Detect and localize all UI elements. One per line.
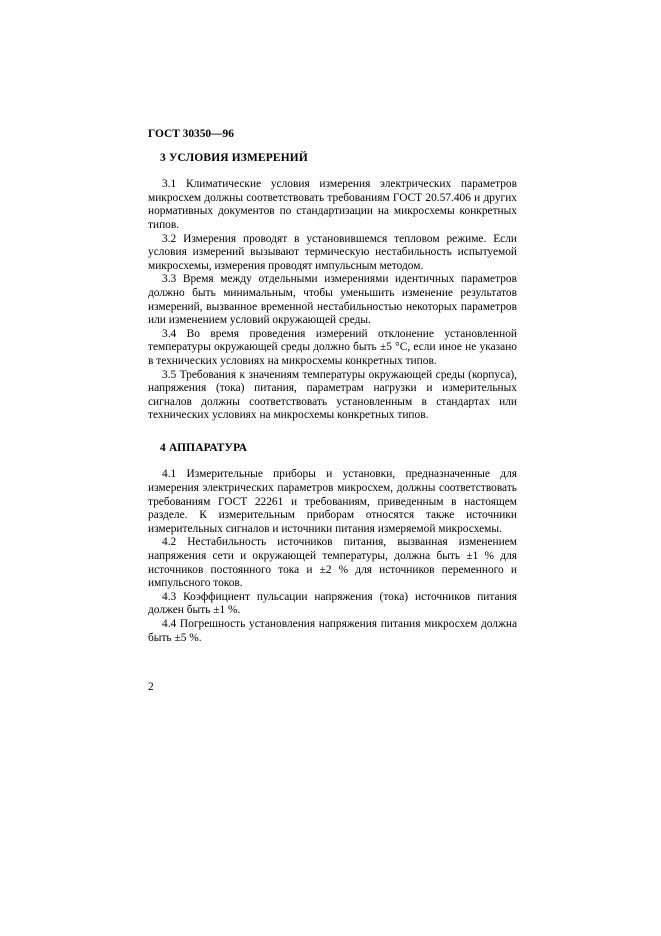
paragraph-3-4: 3.4 Во время проведения измерений отклонение установленной температуры окружающей среды должно быть ±5 °С, если иное не указано в технических условиях на микросхемы конкретных типов. xyxy=(148,327,517,367)
paragraph-3-1: 3.1 Климатические условия измерения электрических параметров микросхем должны соответствовать требованиям ГОСТ 20.57.406 и других нормативных документов по стандартизации на микросхемы конкретных типов. xyxy=(148,178,517,231)
paragraph-3-3: 3.3 Время между отдельными измерениями идентичных параметров должно быть минимальным, чтобы уменьшить изменение результатов измерений, вызванное временной нестабильностью некоторых параметров или изменением условий окружающей среды. xyxy=(148,273,517,327)
document-header: ГОСТ 30350—96 xyxy=(148,128,234,140)
paragraph-4-1: 4.1 Измерительные приборы и установки, предназначенные для измерения электрических параметров микросхем, должны соответствовать требованиям ГОСТ 22261 и требованиям, приведенным в настоящем разделе. К измерительным приборам относятся также источники измерительных сигналов и источники питания измеряемой микросхемы. xyxy=(148,468,517,535)
paragraph-4-4: 4.4 Погрешность установления напряжения питания микросхем должна быть ±5 %. xyxy=(148,618,517,644)
document-page xyxy=(148,128,517,645)
paragraph-4-3: 4.3 Коэффициент пульсации напряжения (тока) источников питания должен быть ±1 %. xyxy=(148,590,517,617)
paragraph-3-5: 3.5 Требования к значениям температуры окружающей среды (корпуса), напряжения (тока) питания, параметрам нагрузки и измерительных сигналов должны соответствовать установленным в стандартах или технических условиях на микросхемы конкретных типов. xyxy=(148,368,517,422)
section-title-apparatus: 4 АППАРАТУРА xyxy=(160,441,248,454)
page-number: 2 xyxy=(148,681,154,693)
section-title-measurement-conditions: 3 УСЛОВИЯ ИЗМЕРЕНИЙ xyxy=(160,151,308,164)
paragraph-4-2: 4.2 Нестабильность источников питания, вызванная изменением напряжения сети и окружающей температуры, должна быть ±1 % для источников постоянного тока и ±2 % для источников переменного и импульсного токов. xyxy=(148,536,517,590)
paragraph-3-2: 3.2 Измерения проводят в установившемся тепловом режиме. Если условия измерений вызывают термическую нестабильность испытуемой микросхемы, измерения проводят импульсным методом. xyxy=(148,232,517,272)
